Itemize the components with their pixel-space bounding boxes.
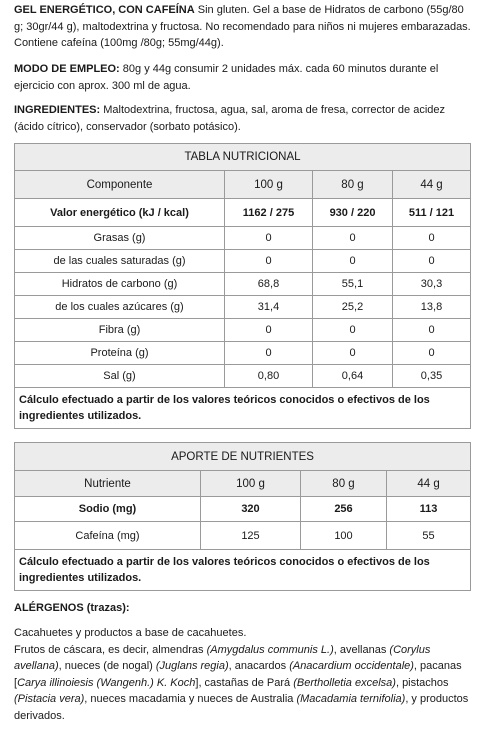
ingredients-text: Maltodextrina, fructosa, agua, sal, aroma de fresa, corrector de acidez (ácido cítrico), conservador (sorbato potásico). [14, 104, 446, 133]
header-cell: Nutriente [15, 471, 201, 497]
allergen-latin-name: (Corylus avellana) [14, 643, 431, 672]
allergen-text: , pistachos [395, 676, 449, 689]
allergen-latin-name: (Bertholletia excelsa) [293, 676, 396, 689]
table-cell: Sal (g) [15, 365, 225, 388]
table-cell: 31,4 [225, 296, 313, 319]
table-cell: de las cuales saturadas (g) [15, 250, 225, 273]
table-cell: de los cuales azúcares (g) [15, 296, 225, 319]
table-cell: 930 / 220 [313, 199, 393, 227]
header-cell: 44 g [393, 171, 471, 199]
table-cell: 511 / 121 [393, 199, 471, 227]
header-cell: 100 g [201, 471, 301, 497]
usage-text: 80g y 44g consumir 2 unidades máx. cada 60 minutos durante el ejercicio con aprox. 300 ml de agua. [14, 63, 439, 92]
table-cell: Proteína (g) [15, 342, 225, 365]
caffeine-row [15, 522, 471, 550]
table-cell: Cafeína (mg) [15, 522, 201, 550]
table-cell: 0 [225, 227, 313, 250]
usage-paragraph [14, 61, 472, 94]
table-row [15, 342, 471, 365]
intro-paragraph [14, 2, 472, 52]
table-cell: 0,64 [313, 365, 393, 388]
nutrition-table [14, 143, 471, 429]
table-cell: 256 [301, 497, 387, 522]
ingredients-title: INGREDIENTES: [14, 104, 101, 116]
allergens-line-1: Cacahuetes y productos a base de cacahuetes. [14, 627, 247, 639]
allergen-text: ], castañas de Pará [195, 676, 294, 689]
allergen-latin-name: (Pistacia vera) [14, 693, 85, 705]
table-cell: 0 [393, 342, 471, 365]
table-cell: 0 [313, 319, 393, 342]
intro-text: Sin gluten. Gel a base de Hidratos de carbono (55g/80 g; 30gr/44 g), maltodextrina y fructosa. No recomendado para niños ni mujeres embarazadas. Contiene cafeína (100mg /80g; 55mg/44g). [14, 4, 471, 49]
table-cell: 1162 / 275 [225, 199, 313, 227]
table-cell: 0,35 [393, 365, 471, 388]
nutrients-table [14, 442, 471, 591]
sodium-row [15, 497, 471, 522]
table-cell: 0 [393, 227, 471, 250]
table-row [15, 250, 471, 273]
table-cell: Fibra (g) [15, 319, 225, 342]
table-cell: 0 [313, 227, 393, 250]
table-cell: 125 [201, 522, 301, 550]
allergen-latin-name: (Juglans regia) [155, 660, 229, 672]
table-cell: 55 [387, 522, 471, 550]
nutrition-header-row [15, 171, 471, 199]
allergens-title: ALÉRGENOS (trazas): [14, 602, 130, 614]
ingredients-paragraph [14, 102, 472, 135]
allergen-text: , nueces (de nogal) [58, 660, 156, 672]
table-cell: 0 [313, 250, 393, 273]
table-cell: 0 [225, 250, 313, 273]
nutrients-table-note: Cálculo efectuado a partir de los valores teóricos conocidos o efectivos de los ingredientes utilizados. [15, 550, 471, 591]
header-cell: 100 g [225, 171, 313, 199]
table-row [15, 227, 471, 250]
allergen-text: Frutos de cáscara, es decir, almendras [14, 643, 207, 656]
intro-title: GEL ENERGÉTICO, CON CAFEÍNA [14, 4, 195, 16]
table-cell: 0 [393, 319, 471, 342]
table-row [15, 319, 471, 342]
table-cell: 100 [301, 522, 387, 550]
allergen-text: , avellanas [333, 643, 390, 656]
table-cell: 320 [201, 497, 301, 522]
allergen-latin-name: (Anacardium occidentale) [289, 660, 414, 672]
table-cell: Hidratos de carbono (g) [15, 273, 225, 296]
table-cell: Grasas (g) [15, 227, 225, 250]
energy-row [15, 199, 471, 227]
nutrients-header-row [15, 471, 471, 497]
table-cell: 113 [387, 497, 471, 522]
header-cell: 80 g [301, 471, 387, 497]
allergen-latin-name: Carya illinoiesis (Wangenh.) K. Koch [17, 676, 196, 689]
table-cell: Valor energético (kJ / kcal) [15, 199, 225, 227]
table-cell: 0 [313, 342, 393, 365]
allergen-latin-name: (Macadamia ternifolia) [296, 693, 406, 705]
table-row [15, 296, 471, 319]
table-cell: 30,3 [393, 273, 471, 296]
allergen-text: , anacardos [228, 660, 290, 672]
table-cell: 0 [393, 250, 471, 273]
allergen-text: , nueces macadamia y nueces de Australia [84, 693, 297, 705]
table-row [15, 273, 471, 296]
header-cell: Componente [15, 171, 225, 199]
table-cell: 13,8 [393, 296, 471, 319]
table-cell: Sodio (mg) [15, 497, 201, 522]
nutrients-table-title: APORTE DE NUTRIENTES [15, 443, 471, 471]
usage-title: MODO DE EMPLEO: [14, 63, 120, 75]
table-cell: 25,2 [313, 296, 393, 319]
header-cell: 80 g [313, 171, 393, 199]
allergen-text: , pacanas [ [14, 660, 462, 689]
header-cell: 44 g [387, 471, 471, 497]
table-cell: 0 [225, 342, 313, 365]
allergens-paragraph [14, 625, 472, 724]
nutrition-table-note: Cálculo efectuado a partir de los valores teóricos conocidos o efectivos de los ingredientes utilizados. [15, 388, 471, 429]
allergen-latin-name: (Amygdalus communis L.) [206, 643, 334, 656]
table-cell: 0,80 [225, 365, 313, 388]
allergen-text: , y productos derivados. [14, 693, 469, 722]
allergens-title-line [14, 600, 472, 617]
table-cell: 68,8 [225, 273, 313, 296]
table-cell: 55,1 [313, 273, 393, 296]
nutrition-table-title: TABLA NUTRICIONAL [15, 144, 471, 171]
table-row [15, 365, 471, 388]
table-cell: 0 [225, 319, 313, 342]
